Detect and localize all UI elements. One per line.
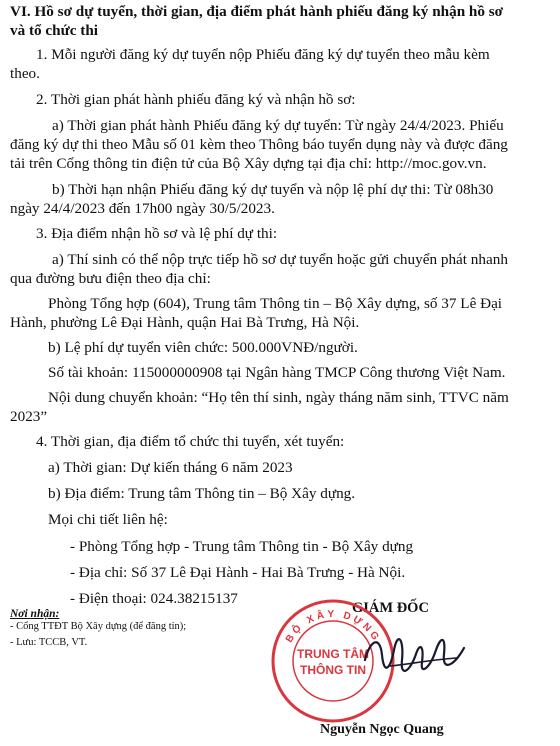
- paragraph-3-transfer-content: Nội dung chuyển khoản: “Họ tên thí sinh, ngày tháng năm sinh, TTVC năm: [48, 389, 509, 406]
- signer-name: Nguyễn Ngọc Quang: [320, 722, 444, 737]
- paragraph-3-address-line-2: Hành, phường Lê Đại Hành, quận Hai Bà Trưng, Hà Nội.: [10, 314, 360, 331]
- signer-title: GIÁM ĐỐC: [352, 600, 429, 616]
- contact-line: - Phòng Tổng hợp - Trung tâm Thông tin - Bộ Xây dựng: [70, 538, 414, 555]
- recipients-title: Nơi nhận:: [10, 608, 60, 620]
- paragraph-3-account: Số tài khoản: 115000000908 tại Ngân hàng TMCP Công thương Việt Nam.: [48, 364, 506, 381]
- contact-line: - Địa chỉ: Số 37 Lê Đại Hành - Hai Bà Trưng - Hà Nội.: [70, 564, 406, 581]
- paragraph-2b: b) Thời hạn nhận Phiếu đăng ký dự tuyển và nộp lệ phí dự thi: Từ 08h30: [52, 181, 494, 198]
- paragraph-3-transfer-content-line-2: 2023”: [10, 408, 48, 425]
- paragraph-4a: a) Thời gian: Dự kiến tháng 6 năm 2023: [48, 459, 293, 476]
- seal-text-bottom: THÔNG TIN: [300, 663, 366, 677]
- recipient-item: - Cổng TTĐT Bộ Xây dựng (để đăng tin);: [10, 621, 187, 632]
- paragraph-4-heading: 4. Thời gian, địa điểm tổ chức thi tuyển, xét tuyển:: [36, 433, 345, 450]
- recipient-item: - Lưu: TCCB, VT.: [10, 637, 88, 648]
- section-heading: VI. Hồ sơ dự tuyển, thời gian, địa điểm phát hành phiếu đăng ký nhận hồ sơ: [10, 3, 504, 20]
- handwritten-signature-image: [360, 620, 470, 690]
- seal-text-top: TRUNG TÂM: [297, 647, 369, 661]
- paragraph-4b: b) Địa điểm: Trung tâm Thông tin – Bộ Xây dựng.: [48, 485, 356, 502]
- paragraph-3-heading: 3. Địa điểm nhận hồ sơ và lệ phí dự thi:: [36, 225, 278, 242]
- paragraph-2a-line-3: tải trên Cổng thông tin điện tử của Bộ Xây dựng tại địa chỉ: http://moc.gov.vn.: [10, 155, 487, 172]
- contact-heading: Mọi chi tiết liên hệ:: [48, 511, 168, 528]
- contact-line: - Điện thoại: 024.38215137: [70, 590, 238, 607]
- paragraph-2a-line-2: đăng ký dự thi theo Mẫu số 01 kèm theo Thông báo tuyển dụng này và được đăng: [10, 136, 508, 153]
- paragraph-2b-line-2: ngày 24/4/2023 đến 17h00 ngày 30/5/2023.: [10, 200, 275, 217]
- paragraph-1-continued: theo.: [10, 65, 40, 82]
- paragraph-3a-line-2: qua đường bưu điện theo địa chỉ:: [10, 270, 211, 287]
- section-heading-continued: và tổ chức thi: [10, 22, 98, 39]
- seal-ring-text: BỘ XÂY DỰNG: [283, 608, 383, 645]
- paragraph-3b: b) Lệ phí dự tuyển viên chức: 500.000VNĐ/người.: [48, 339, 358, 356]
- paragraph-3a: a) Thí sinh có thể nộp trực tiếp hồ sơ dự tuyển hoặc gửi chuyển phát nhanh: [52, 251, 508, 268]
- paragraph-1: 1. Mỗi người đăng ký dự tuyển nộp Phiếu đăng ký dự tuyển theo mẫu kèm: [36, 46, 490, 63]
- paragraph-2-heading: 2. Thời gian phát hành phiếu đăng ký và nhận hồ sơ:: [36, 91, 356, 108]
- paragraph-3-address: Phòng Tổng hợp (604), Trung tâm Thông tin – Bộ Xây dựng, số 37 Lê Đại: [48, 295, 503, 312]
- paragraph-2a: a) Thời gian phát hành Phiếu đăng ký dự tuyển: Từ ngày 24/4/2023. Phiếu: [52, 117, 504, 134]
